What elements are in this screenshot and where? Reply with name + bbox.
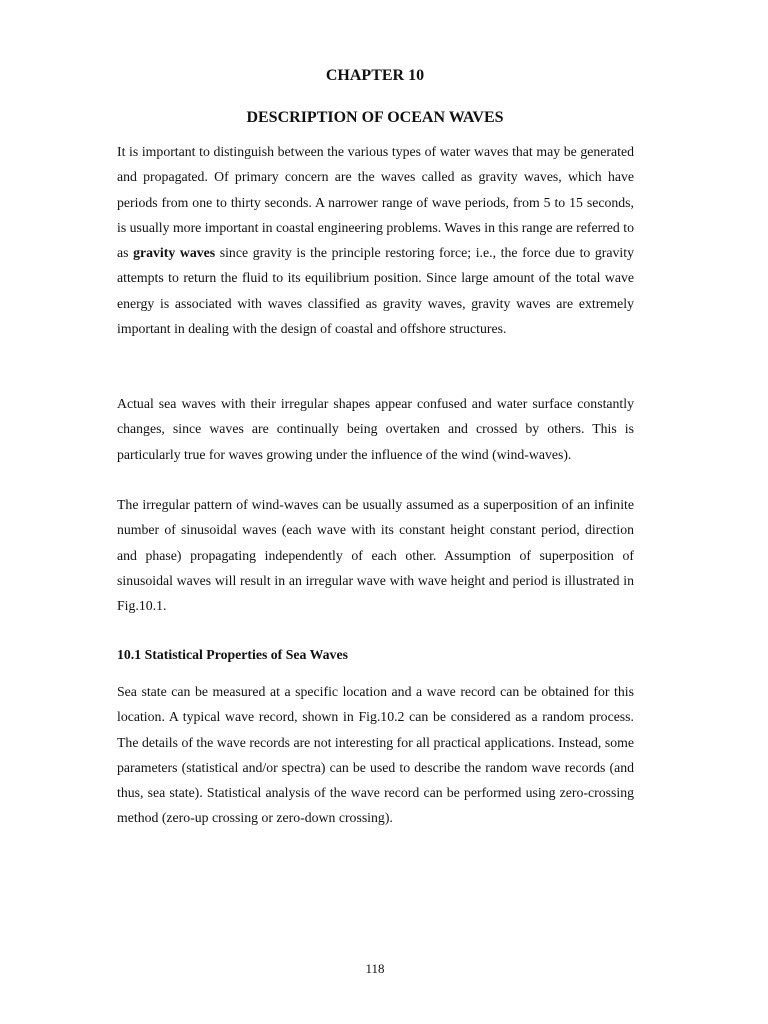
paragraph-wind-waves: The irregular pattern of wind-waves can be usually assumed as a superposition of an infinite number of sinusoidal waves (each wave with its constant height constant period, direction and phase) propagating independently of each other. Assumption of superposition of sinusoidal waves will result in an irregular wave with wave height and period is illustrated in Fig.10.1. — [117, 497, 634, 614]
chapter-label: CHAPTER 10 — [325, 67, 425, 84]
gravity-waves-term: gravity waves — [133, 245, 216, 261]
paragraph-intro-text-start: It is important to distinguish between the various types of water waves that may be generated and propagated. Of primary concern are the waves called as gravity waves, which have periods from one to thirty seconds. A narrower range of wave periods, from 5 to 15 seconds, is usually more important in coastal engineering problems. Waves in this range are referred to as — [117, 144, 635, 261]
paragraph-intro — [117, 139, 634, 341]
paragraph-sea-waves: Actual sea waves with their irregular shapes appear confused and water surface constantly changes, since waves are continually being overtaken and crossed by others. This is particularly true for waves growing under the influence of the wind (wind-waves). — [117, 396, 634, 462]
chapter-title: DESCRIPTION OF OCEAN WAVES — [246, 109, 504, 126]
paragraph-intro-text-end: since gravity is the principle restoring force; i.e., the force due to gravity attempts to return the fluid to its equilibrium position. Since large amount of the total wave energy is associated with waves classified as gravity waves, gravity waves are extremely important in dealing with the design of coastal and offshore structures. — [117, 245, 634, 337]
page-number: 118 — [365, 961, 385, 976]
section-heading: 10.1 Statistical Properties of Sea Waves — [117, 647, 348, 662]
paragraph-sea-state: Sea state can be measured at a specific location and a wave record can be obtained for this location. A typical wave record, shown in Fig.10.2 can be considered as a random process. The details of the wave records are not interesting for all practical applications. Instead, some parameters (statistical and/or spectra) can be used to describe the random wave records (and thus, sea state). Statistical analysis of the wave record can be performed using zero-crossing method (zero-up crossing or zero-down crossing). — [117, 684, 634, 826]
